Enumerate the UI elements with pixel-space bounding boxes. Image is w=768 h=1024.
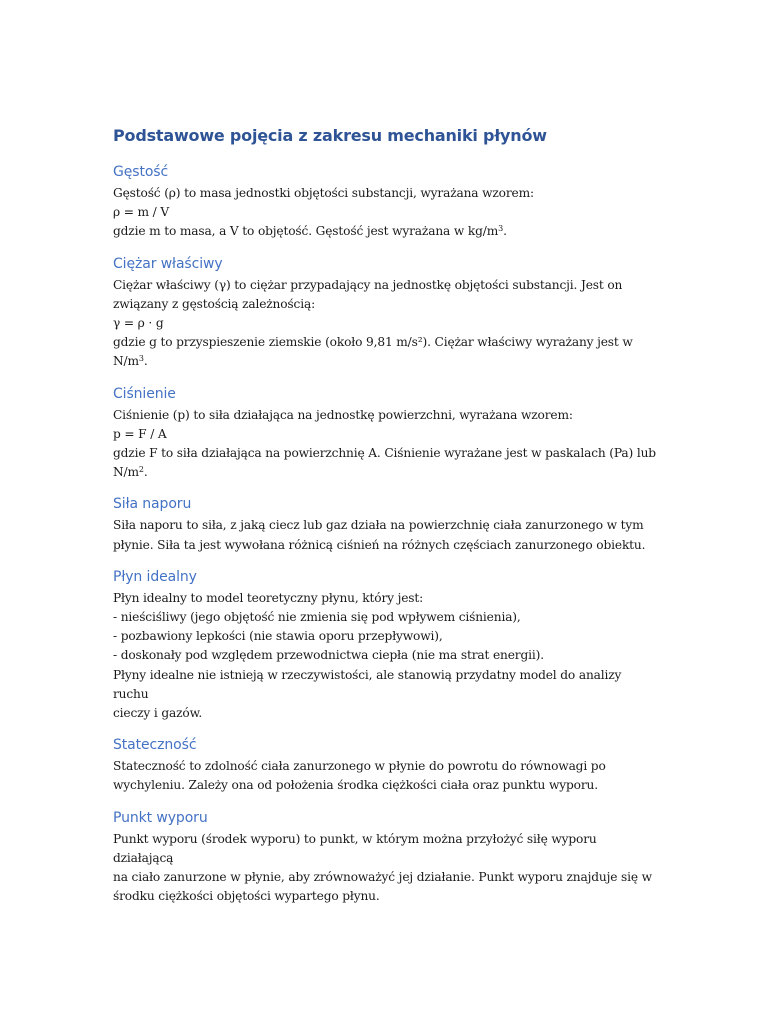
- section-sila-naporu: [113, 495, 658, 554]
- section-statecznosc: [113, 736, 658, 795]
- body-line: gdzie F to siła działająca na powierzchnię A. Ciśnienie wyrażane jest w paskalach (Pa) lub: [113, 446, 656, 461]
- section-heading-ciezar-wlasciwy: Ciężar właściwy: [113, 255, 223, 272]
- formula-line: p = F / A: [113, 426, 167, 441]
- section-ciezar-wlasciwy: [113, 255, 658, 372]
- body-line: Gęstość (ρ) to masa jednostki objętości substancji, wyrażana wzorem:: [113, 186, 534, 200]
- body-line-text: N/m: [113, 354, 139, 369]
- body-line: środku ciężkości objętości wypartego płynu.: [113, 889, 380, 904]
- section-cisnienie: [113, 385, 658, 483]
- formula-line: ρ = m / V: [113, 205, 169, 220]
- unit-exponent: 3: [138, 354, 144, 364]
- section-body-statecznosc: [113, 757, 658, 795]
- body-line: Punkt wyporu (środek wyporu) to punkt, w którym można przyłożyć siłę wyporu działającą: [113, 831, 597, 865]
- body-line: [113, 352, 658, 371]
- section-body-cisnienie: [113, 406, 658, 483]
- section-heading-punkt-wyporu: Punkt wyporu: [113, 809, 208, 826]
- section-body-ciezar-wlasciwy: [113, 276, 658, 372]
- body-line: Siła naporu to siła, z jaką ciecz lub gaz działa na powierzchnię ciała zanurzonego w tym: [113, 518, 644, 533]
- body-line: cieczy i gazów.: [113, 706, 203, 721]
- section-body-punkt-wyporu: [113, 830, 658, 907]
- body-line: [113, 222, 658, 241]
- body-line: Ciśnienie (p) to siła działająca na jednostkę powierzchni, wyrażana wzorem:: [113, 407, 573, 422]
- section-body-plyn-idealny: [113, 589, 658, 723]
- section-punkt-wyporu: [113, 809, 658, 907]
- section-heading-statecznosc: Stateczność: [113, 737, 197, 754]
- section-heading-cisnienie: Ciśnienie: [113, 385, 176, 402]
- list-item: - doskonały pod względem przewodnictwa ciepła (nie ma strat energii).: [113, 648, 544, 663]
- unit-exponent: 3: [498, 224, 504, 234]
- unit-exponent: 2: [138, 465, 144, 475]
- body-line-text: gdzie m to masa, a V to objętość. Gęstość jest wyrażana w kg/m: [113, 224, 499, 239]
- body-line: na ciało zanurzone w płynie, aby zrównoważyć jej działanie. Punkt wyporu znajduje się w: [113, 870, 652, 885]
- document-page: [113, 124, 658, 919]
- line-end: .: [143, 354, 148, 369]
- body-line-text: N/m: [113, 465, 139, 480]
- document-title: Podstawowe pojęcia z zakresu mechaniki płynów: [113, 126, 547, 145]
- section-body-gestosc: [113, 184, 658, 242]
- section-body-sila-naporu: [113, 516, 658, 554]
- list-item: - nieściśliwy (jego objętość nie zmienia się pod wpływem ciśnienia),: [113, 610, 521, 625]
- body-line: związany z gęstością zależnością:: [113, 296, 316, 311]
- body-line: płynie. Siła ta jest wywołana różnicą ciśnień na różnych częściach zanurzonego obiektu.: [113, 537, 646, 552]
- section-heading-sila-naporu: Siła naporu: [113, 496, 192, 513]
- body-line: Płyny idealne nie istnieją w rzeczywistości, ale stanowią przydatny model do analizy ruchu: [113, 667, 622, 701]
- body-line: [113, 463, 658, 482]
- section-heading-gestosc: Gęstość: [113, 164, 169, 180]
- body-line: gdzie g to przyspieszenie ziemskie (około 9,81 m/s²). Ciężar właściwy wyrażany jest w: [113, 335, 633, 350]
- line-end: .: [503, 224, 507, 239]
- body-line: Stateczność to zdolność ciała zanurzonego w płynie do powrotu do równowagi po: [113, 759, 606, 774]
- section-heading-plyn-idealny: Płyn idealny: [113, 568, 197, 585]
- line-end: .: [143, 465, 148, 480]
- body-line: Ciężar właściwy (γ) to ciężar przypadający na jednostkę objętości substancji. Jest on: [113, 277, 623, 292]
- body-line: wychyleniu. Zależy ona od położenia środka ciężkości ciała oraz punktu wyporu.: [113, 778, 598, 793]
- section-plyn-idealny: [113, 568, 658, 723]
- list-item: - pozbawiony lepkości (nie stawia oporu przepływowi),: [113, 629, 443, 644]
- body-line: Płyn idealny to model teoretyczny płynu, który jest:: [113, 590, 424, 605]
- section-gestosc: [113, 163, 658, 242]
- formula-line: γ = ρ · g: [113, 316, 164, 331]
